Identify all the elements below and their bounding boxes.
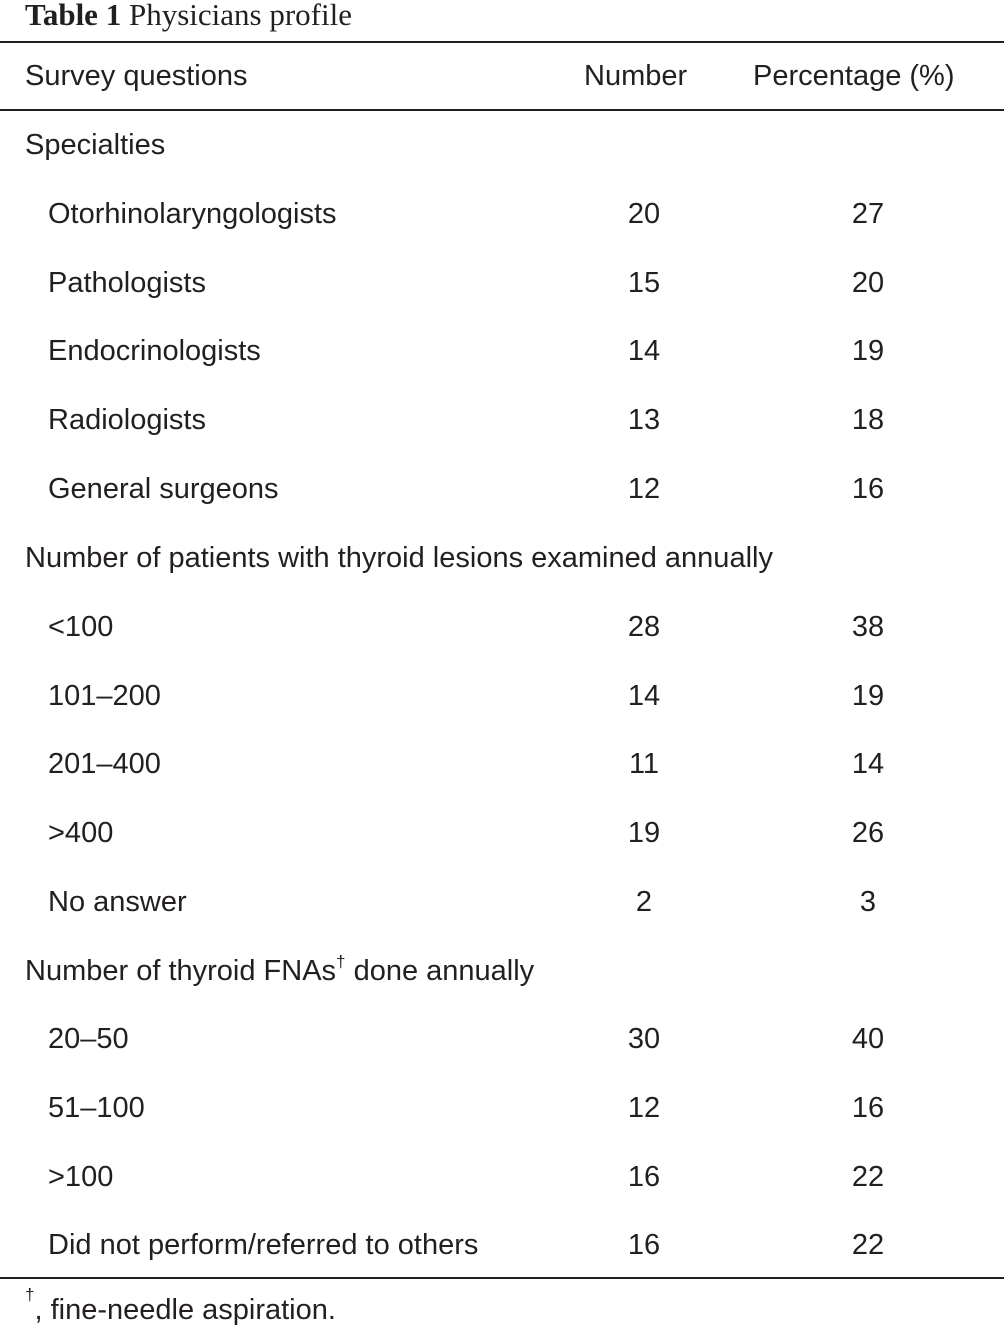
row-percentage: 40 bbox=[851, 1023, 885, 1055]
row-label: General surgeons bbox=[48, 473, 279, 505]
row-percentage: 19 bbox=[851, 335, 885, 367]
row-number: 12 bbox=[627, 1092, 661, 1124]
row-number: 14 bbox=[627, 680, 661, 712]
row-label: 20–50 bbox=[48, 1023, 129, 1055]
group-heading-label bbox=[25, 951, 534, 991]
row-label: Pathologists bbox=[48, 267, 206, 299]
row-label: Otorhinolaryngologists bbox=[48, 198, 337, 230]
row-label: No answer bbox=[48, 886, 187, 918]
row-percentage: 18 bbox=[851, 404, 885, 436]
row-number: 15 bbox=[627, 267, 661, 299]
header-percentage: Percentage (%) bbox=[753, 60, 955, 92]
row-percentage: 14 bbox=[851, 748, 885, 780]
table-row bbox=[0, 882, 1004, 922]
table-row bbox=[0, 331, 1004, 371]
row-number: 30 bbox=[627, 1023, 661, 1055]
row-label: Radiologists bbox=[48, 404, 206, 436]
footnote-dagger: † bbox=[25, 1285, 35, 1304]
row-percentage: 22 bbox=[851, 1161, 885, 1193]
top-rule bbox=[0, 41, 1004, 43]
row-number: 2 bbox=[635, 886, 653, 918]
table-footnote bbox=[25, 1285, 336, 1330]
row-percentage: 20 bbox=[851, 267, 885, 299]
group-heading-patients-examined bbox=[0, 538, 1004, 578]
row-percentage: 22 bbox=[851, 1229, 885, 1261]
bottom-rule bbox=[0, 1277, 1004, 1279]
row-label: Did not perform/referred to others bbox=[48, 1229, 479, 1261]
row-label: 201–400 bbox=[48, 748, 161, 780]
row-number: 19 bbox=[627, 817, 661, 849]
table-caption bbox=[25, 0, 352, 34]
row-number: 12 bbox=[627, 473, 661, 505]
table-row bbox=[0, 1088, 1004, 1128]
table-title: Physicians profile bbox=[128, 0, 352, 32]
table-row bbox=[0, 263, 1004, 303]
row-percentage: 19 bbox=[851, 680, 885, 712]
table-row bbox=[0, 607, 1004, 647]
header-survey-questions: Survey questions bbox=[25, 60, 248, 92]
row-label: 101–200 bbox=[48, 680, 161, 712]
table-row bbox=[0, 1019, 1004, 1059]
row-percentage: 16 bbox=[851, 473, 885, 505]
group-heading-label: Specialties bbox=[25, 129, 166, 161]
group-heading-label: Number of patients with thyroid lesions examined annually bbox=[25, 542, 773, 574]
table-row bbox=[0, 469, 1004, 509]
header-number: Number bbox=[584, 60, 688, 92]
table-row bbox=[0, 194, 1004, 234]
row-label: 51–100 bbox=[48, 1092, 145, 1124]
group-heading-specialties bbox=[0, 125, 1004, 165]
row-number: 13 bbox=[627, 404, 661, 436]
row-percentage: 27 bbox=[851, 198, 885, 230]
table-label: Table 1 bbox=[25, 0, 122, 32]
group-heading-fnas bbox=[0, 951, 1004, 991]
table-row bbox=[0, 676, 1004, 716]
table-row bbox=[0, 1157, 1004, 1197]
footnote-text: , fine-needle aspiration. bbox=[34, 1294, 336, 1326]
row-label: Endocrinologists bbox=[48, 335, 261, 367]
table-row bbox=[0, 744, 1004, 784]
row-label: <100 bbox=[48, 611, 114, 643]
table-row bbox=[0, 1225, 1004, 1265]
group-heading-suffix: done annually bbox=[345, 955, 535, 987]
row-number: 11 bbox=[628, 748, 660, 780]
row-number: 16 bbox=[627, 1229, 661, 1261]
row-number: 28 bbox=[627, 611, 661, 643]
dagger-footnote-marker: † bbox=[336, 952, 346, 971]
row-percentage: 38 bbox=[851, 611, 885, 643]
table-row bbox=[0, 400, 1004, 440]
row-percentage: 26 bbox=[851, 817, 885, 849]
group-heading-text: Number of thyroid FNAs bbox=[25, 955, 337, 987]
row-label: >100 bbox=[48, 1161, 114, 1193]
table-row bbox=[0, 813, 1004, 853]
row-number: 14 bbox=[627, 335, 661, 367]
row-number: 16 bbox=[627, 1161, 661, 1193]
header-row bbox=[0, 56, 1004, 96]
header-rule bbox=[0, 109, 1004, 111]
row-label: >400 bbox=[48, 817, 114, 849]
row-number: 20 bbox=[627, 198, 661, 230]
row-percentage: 3 bbox=[859, 886, 877, 918]
row-percentage: 16 bbox=[851, 1092, 885, 1124]
